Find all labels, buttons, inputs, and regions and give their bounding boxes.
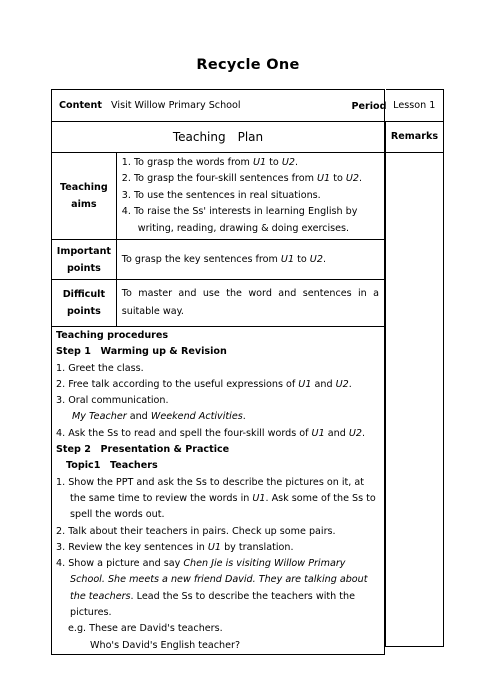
plan-header-text: Teaching Plan [172,130,264,144]
aim-4-cont: writing, reading, drawing & doing exercises. [137,222,350,234]
important-cell: To grasp the key sentences from U1 to U2. [116,240,384,280]
example-line-2: Who's David's English teacher? [90,639,241,651]
aims-label [52,153,117,240]
page-title: Recycle One [196,57,300,73]
procedures-heading: Teaching procedures [56,330,169,341]
important-label: Important points [52,240,117,280]
step2-item-4: 4. Show a picture and say Chen Jie is visiting Willow Primary School. She meets a new friend David. They are talking about the teachers. Lead the Ss to describe the teachers with the pictures. [56,558,368,619]
content-row [52,90,385,122]
remarks-cell [386,153,444,647]
remarks-table [385,89,444,647]
aim-1: 1. To grasp the words from U1 to U2. [121,156,299,168]
step1-item-2: 2. Free talk according to the useful expressions of U1 and U2. [56,378,352,390]
difficult-cell: To master and use the word and sentences in a suitable way. [116,280,384,327]
topic-1-heading: Topic1 Teachers [66,460,158,472]
procedures-cell [52,327,385,655]
step2-item-1: 1. Show the PPT and ask the Ss to describe the pictures on it, at the same time to review the words in U1. Ask some of the Ss to spell the words out. [56,476,376,521]
example-line-1: e.g. These are David's teachers. [68,623,223,635]
step1-item-3-topics: My Teacher and Weekend Activities. [72,411,246,423]
aim-4: 4. To raise the Ss' interests in learning English by [121,206,358,218]
content-label: Content [59,99,102,111]
period-value: Lesson 1 [393,99,436,111]
remarks-header: Remarks [386,122,444,153]
aims-label-text: Teaching aims [59,182,108,210]
difficult-label: Difficult points [52,280,117,327]
content-value: Visit Willow Primary School [111,99,241,111]
lesson-plan-table [51,89,385,655]
step-1-heading: Step 1 Warming up & Revision [56,346,227,358]
aims-cell [116,153,384,240]
plan-header [52,122,385,153]
step2-item-2: 2. Talk about their teachers in pairs. Check up some pairs. [56,525,336,537]
aim-2: 2. To grasp the four-skill sentences from U1 to U2. [121,173,363,185]
period-label: Period [351,100,387,112]
period-value-cell [386,90,444,122]
step1-item-3: 3. Oral communication. [56,395,169,407]
step1-item-1: 1. Greet the class. [56,362,144,374]
aim-3: 3. To use the sentences in real situations. [121,189,321,201]
step2-item-3: 3. Review the key sentences in U1 by translation. [56,541,294,553]
step-2-heading: Step 2 Presentation & Practice [56,444,230,456]
step1-item-4: 4. Ask the Ss to read and spell the four-skill words of U1 and U2. [56,427,366,439]
